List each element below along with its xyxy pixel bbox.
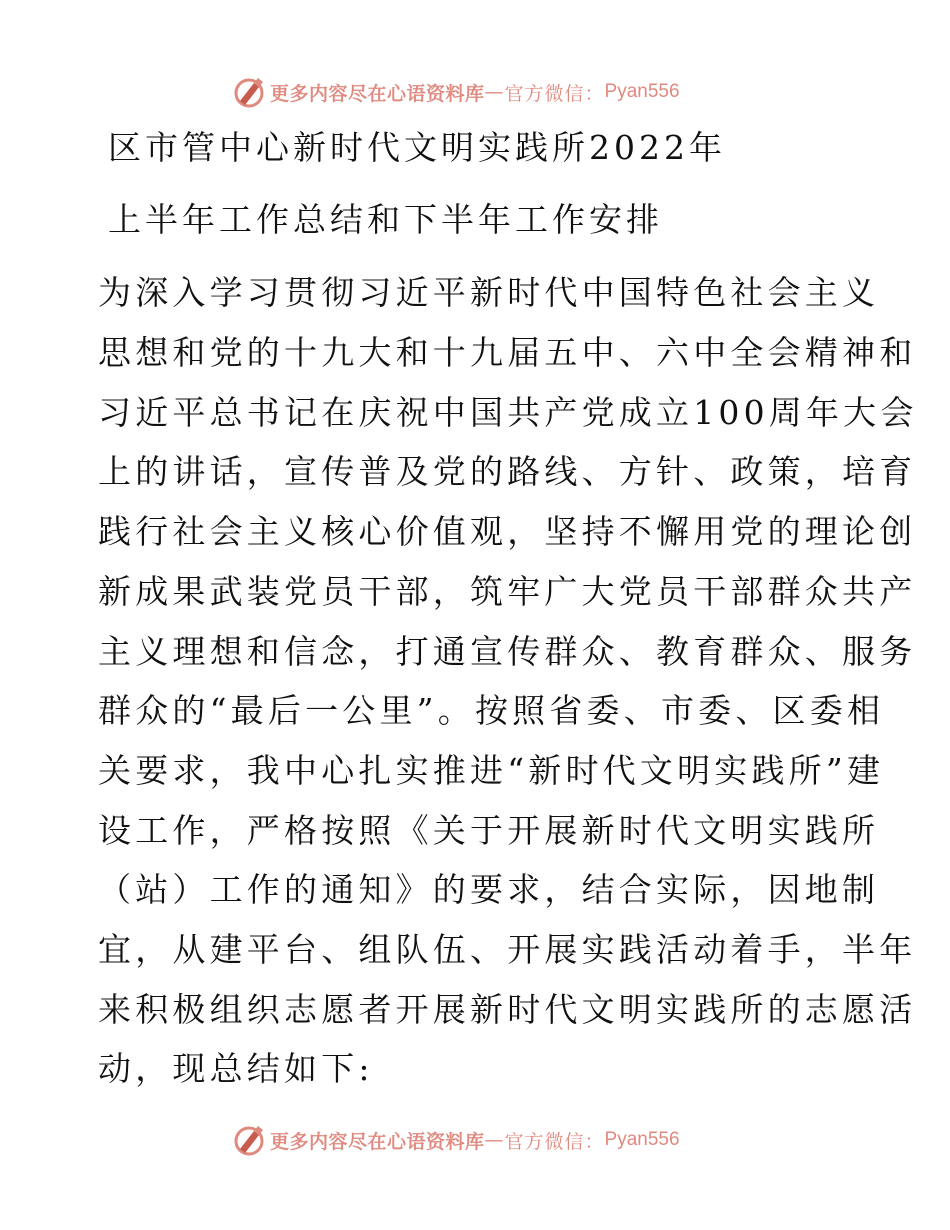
body-line: 动，现总结如下: — [98, 1049, 374, 1088]
body-line: 新成果武装党员干部，筑牢广大党员干部群众共产 — [98, 572, 917, 611]
body-line: 设工作，严格按照《关于开展新时代文明实践所 — [98, 811, 880, 850]
body-line: 习近平总书记在庆祝中国共产党成立100周年大会 — [98, 393, 918, 432]
watermark-wechat-id: Pyan556 — [604, 1129, 680, 1150]
watermark-text: 更多内容尽在心语资料库 — [270, 1130, 485, 1153]
watermark-separator: — — [484, 1129, 505, 1151]
watermark-text: 更多内容尽在心语资料库 — [270, 82, 485, 105]
body-line: 来积极组织志愿者开展新时代文明实践所的志愿活 — [98, 990, 917, 1029]
document-title-line-2: 上半年工作总结和下半年工作安排 — [108, 200, 663, 239]
document-title-line-1: 区市管中心新时代文明实践所2022年 — [108, 128, 726, 167]
watermark-official-label: 官方微信： — [504, 1130, 605, 1153]
body-line: 上的讲话，宣传普及党的路线、方针、政策，培育 — [98, 452, 917, 491]
watermark-official-label: 官方微信： — [504, 82, 605, 105]
body-line: 主义理想和信念，打通宣传群众、教育群众、服务 — [98, 632, 917, 671]
footer-watermark — [232, 1122, 680, 1158]
body-line: 宜，从建平台、组队伍、开展实践活动着手，半年 — [98, 930, 917, 969]
watermark-separator: — — [484, 81, 505, 103]
header-watermark — [232, 74, 680, 110]
watermark-wechat-id: Pyan556 — [604, 81, 680, 102]
body-line: 践行社会主义核心价值观，坚持不懈用党的理论创 — [98, 512, 917, 551]
pen-logo-icon — [232, 75, 266, 109]
body-line: 关要求，我中心扎实推进“新时代文明实践所”建 — [98, 751, 885, 790]
body-line: 为深入学习贯彻习近平新时代中国特色社会主义 — [98, 273, 880, 312]
pen-logo-icon — [232, 1123, 266, 1157]
body-line: 群众的“最后一公里”。按照省委、市委、区委相 — [98, 691, 885, 730]
body-line: 思想和党的十九大和十九届五中、六中全会精神和 — [98, 333, 917, 372]
body-line: （站）工作的通知》的要求，结合实际，因地制 — [98, 870, 880, 909]
